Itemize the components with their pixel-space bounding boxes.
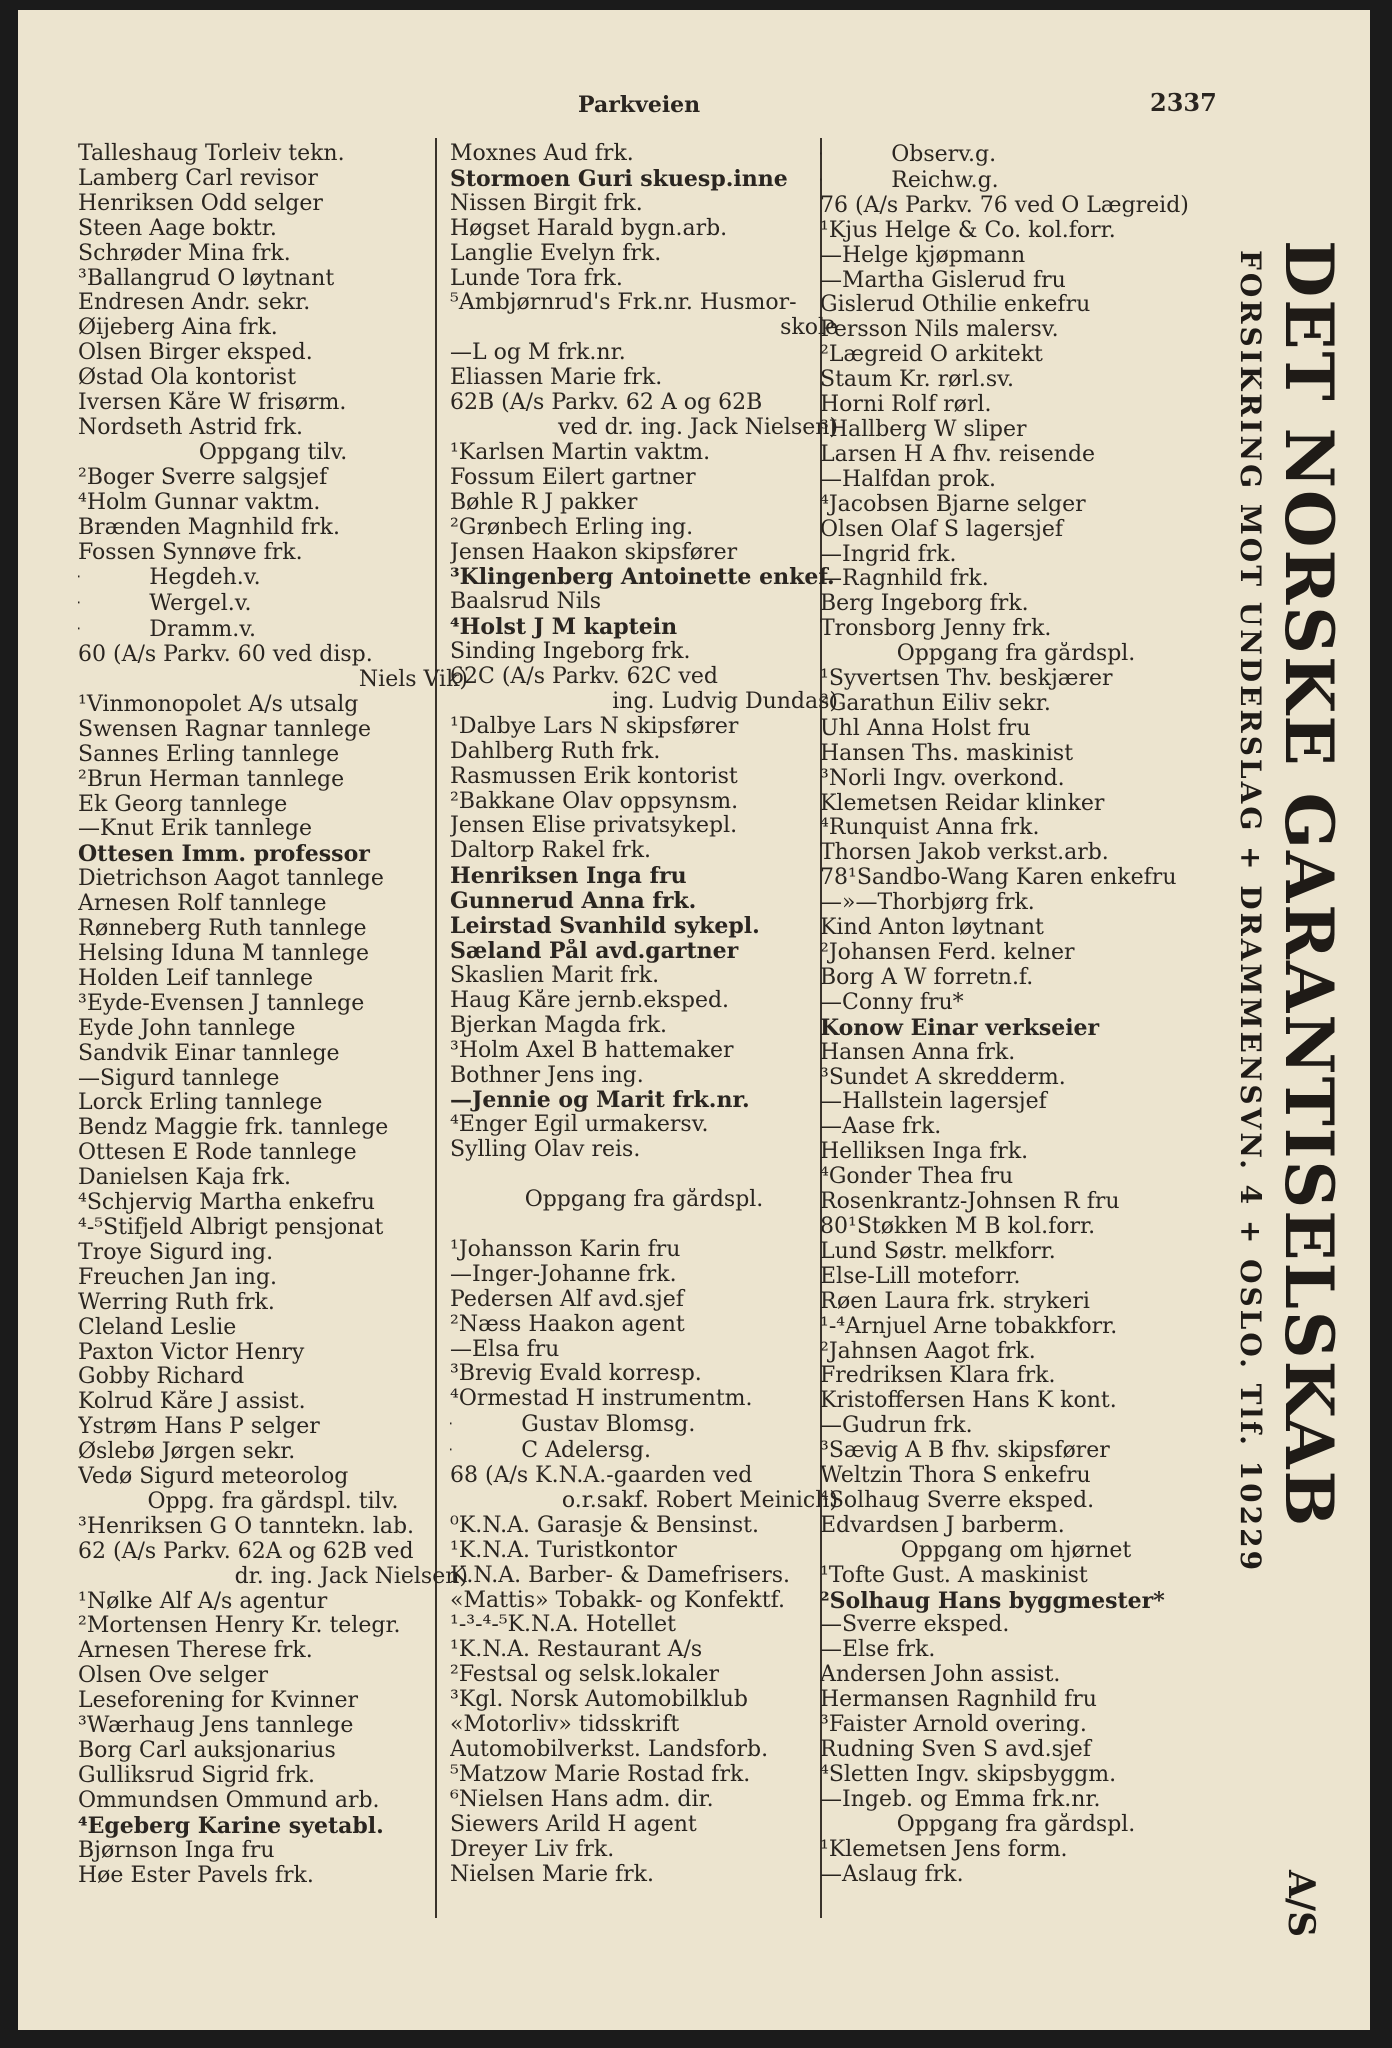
directory-entry: Lunde Tora frk.	[450, 266, 623, 291]
directory-entry: Helliksen Inga frk.	[820, 1140, 1029, 1165]
directory-entry: ³Sævig A B fhv. skipsfører	[820, 1439, 1110, 1464]
directory-entry: ⁶Nielsen Hans adm. dir.	[450, 1787, 714, 1812]
directory-entry: Eyde John tannlege	[78, 1016, 296, 1041]
directory-entry: ²Solhaug Hans byggmester*	[820, 1588, 1165, 1614]
directory-entry: Thorsen Jakob verkst.arb.	[820, 841, 1109, 866]
directory-entry: Oppgang fra gårdspl.	[524, 1188, 764, 1213]
directory-entry: Sandvik Einar tannlege	[78, 1041, 340, 1066]
directory-entry: 62C (A/s Parkv. 62C ved	[450, 665, 718, 690]
directory-entry: Tronsborg Jenny frk.	[820, 617, 1052, 642]
directory-entry: Paxton Victor Henry	[78, 1340, 305, 1365]
directory-entry: Jensen Elise privatsykepl.	[450, 814, 738, 839]
directory-entry: ³Henriksen G O tanntekn. lab.	[78, 1514, 415, 1539]
side-advertisement	[1236, 240, 1356, 1940]
directory-entry: Konow Einar verkseier	[820, 1015, 1100, 1041]
directory-entry: ⁰K.N.A. Garasje & Bensinst.	[450, 1513, 759, 1538]
directory-entry: ¹Syvertsen Thv. beskjærer	[820, 667, 1113, 692]
directory-entry: Gislerud Othilie enkefru	[820, 293, 1091, 318]
directory-entry: ⁵Ambjørnrud's Frk.nr. Husmor-	[450, 291, 797, 316]
directory-entry: ⁴Solhaug Sverre eksped.	[820, 1488, 1095, 1513]
directory-entry: ³Ballangrud O løytnant	[78, 266, 335, 291]
directory-entry: Rudning Sven S avd.sjef	[820, 1738, 1091, 1762]
directory-entry: Gunnerud Anna frk.	[450, 889, 697, 915]
directory-entry	[450, 1213, 838, 1238]
directory-entry: —Sigurd tannlege	[78, 1066, 280, 1091]
directory-entry: Brænden Magnhild frk.	[78, 515, 340, 540]
directory-entry: Pedersen Alf avd.sjef	[450, 1287, 684, 1312]
directory-entry: ⁴‑⁵Stifjeld Albrigt pensjonat	[78, 1215, 384, 1240]
directory-entry: Olsen Olaf S lagersjef	[820, 517, 1063, 542]
directory-entry: —Ingeb. og Emma frk.nr.	[820, 1787, 1101, 1812]
directory-entry: Hansen Anna frk.	[820, 1040, 1016, 1065]
directory-entry: ⁴Ormestad H instrumentm.	[450, 1387, 753, 1412]
directory-entry: Arnesen Rolf tannlege	[78, 892, 327, 917]
directory-entry: Røen Laura frk. strykeri	[820, 1289, 1090, 1314]
directory-entry: K.N.A. Barber- & Damefrisers.	[450, 1563, 791, 1588]
directory-entry: Dahlberg Ruth frk.	[450, 739, 661, 764]
directory-entry: Arnesen Therese frk.	[78, 1639, 313, 1664]
directory-entry: ┼ Wergel.v.	[78, 591, 468, 617]
directory-entry: Leseforening for Kvinner	[78, 1689, 358, 1714]
directory-entry: ┼ Gustav Blomsg.	[450, 1412, 838, 1438]
directory-entry: —Sverre eksped.	[820, 1613, 1010, 1638]
directory-entry: Haug Kåre jernb.eksped.	[450, 988, 730, 1013]
directory-entry: ³Faister Arnold overing.	[820, 1713, 1087, 1738]
directory-entry: ⁴Runquist Anna frk.	[820, 816, 1040, 841]
directory-entry: 68 (A/s K.N.A.-gaarden ved	[450, 1464, 753, 1489]
directory-column-3	[820, 142, 1212, 1887]
directory-column-2	[450, 142, 838, 1887]
directory-entry: ¹Karlsen Martin vaktm.	[450, 440, 711, 465]
directory-entry: Talleshaug Torleiv tekn.	[78, 142, 345, 166]
directory-entry: —Elsa fru	[450, 1337, 560, 1362]
page-number: 2337	[1150, 88, 1217, 117]
directory-entry: ¹Tofte Gust. A maskinist	[820, 1563, 1088, 1588]
directory-entry: Freuchen Jan ing.	[78, 1265, 278, 1290]
directory-entry: —Ragnhild frk.	[820, 567, 989, 592]
directory-entry: Ottesen Imm. professor	[78, 842, 370, 868]
directory-page	[18, 10, 1370, 2030]
directory-entry: ³Kgl. Norsk Automobilklub	[450, 1688, 749, 1713]
directory-entry: Steen Aage boktr.	[78, 216, 277, 241]
directory-entry: Skaslien Marit frk.	[450, 963, 660, 988]
directory-entry: «Motorliv» tidsskrift	[450, 1713, 680, 1738]
directory-entry: —Halfdan prok.	[820, 467, 997, 492]
directory-entry: Oppgang fra gårdspl.	[896, 1812, 1136, 1837]
directory-entry: Sinding Ingeborg frk.	[450, 640, 691, 665]
directory-entry: Persson Nils malersv.	[820, 318, 1059, 343]
directory-entry: Weltzin Thora S enkefru	[820, 1464, 1091, 1489]
directory-entry: Swensen Ragnar tannlege	[78, 717, 372, 742]
directory-entry: Bjerkan Magda frk.	[450, 1013, 668, 1038]
directory-entry: Leirstad Svanhild sykepl.	[450, 914, 760, 939]
directory-entry: —Hallstein lagersjef	[820, 1090, 1047, 1115]
directory-entry: —Jennie og Marit frk.nr.	[450, 1088, 750, 1114]
directory-entry: ³Hallberg W sliper	[820, 417, 1027, 442]
directory-entry: Automobilverkst. Landsforb.	[450, 1738, 769, 1762]
directory-entry: Troye Sigurd ing.	[78, 1240, 274, 1265]
directory-entry: Oppgang fra gårdspl.	[896, 642, 1136, 667]
directory-entry: ¹Nølke Alf A/s agentur	[78, 1589, 328, 1614]
directory-entry: —Aase frk.	[820, 1115, 942, 1140]
directory-entry: ┼ Dramm.v.	[78, 617, 468, 643]
directory-entry: ²Næss Haakon agent	[450, 1312, 685, 1337]
directory-entry: —Gudrun frk.	[820, 1414, 973, 1439]
directory-entry: Høgset Harald bygn.arb.	[450, 216, 728, 241]
directory-entry: Hermansen Ragnhild fru	[820, 1688, 1097, 1713]
directory-entry: ²Brun Herman tannlege	[78, 767, 345, 792]
directory-entry: Berg Ingeborg frk.	[820, 592, 1029, 617]
directory-entry: —»—Thorbjørg frk.	[820, 891, 1035, 916]
directory-entry: Rosenkrantz-Johnsen R fru	[820, 1190, 1120, 1215]
directory-entry: Stormoen Guri skuesp.inne	[450, 166, 788, 192]
directory-entry: —Inger-Johanne frk.	[450, 1262, 677, 1287]
directory-entry: 76 (A/s Parkv. 76 ved O Lægreid)	[820, 193, 1189, 218]
directory-entry: Borg A W forretn.f.	[820, 965, 1034, 990]
directory-entry: ⁴Sletten Ingv. skipsbyggm.	[820, 1762, 1117, 1787]
directory-entry: Moxnes Aud frk.	[450, 142, 634, 166]
directory-entry: Sannes Erling tannlege	[78, 742, 340, 767]
directory-entry: ²Jahnsen Aagot frk.	[820, 1339, 1036, 1364]
directory-entry: Olsen Ove selger	[78, 1664, 268, 1689]
directory-entry: ¹Klemetsen Jens form.	[820, 1837, 1068, 1862]
directory-entry: Lund Søstr. melkforr.	[820, 1239, 1056, 1264]
directory-entry: ┼ Hegdeh.v.	[78, 565, 468, 591]
directory-entry: Øslebø Jørgen sekr.	[78, 1440, 296, 1465]
directory-entry: Werring Ruth frk.	[78, 1290, 275, 1315]
directory-entry: ⁴Holst J M kaptein	[450, 615, 678, 641]
directory-entry: Iversen Kåre W frisørm.	[78, 391, 347, 416]
directory-entry	[450, 1163, 838, 1188]
ad-company-name: DET NORSKE GARANTISELSKAB	[1270, 240, 1348, 1529]
ad-subline: FORSIKRING MOT UNDERSLAG + DRAMMENSVN. 4 + OSLO. Tlf. 10229	[1234, 250, 1267, 1574]
directory-entry: Oppg. fra gårdspl. tilv.	[147, 1489, 399, 1514]
directory-entry: Nielsen Marie frk.	[450, 1862, 655, 1887]
directory-entry: Andersen John assist.	[820, 1663, 1061, 1688]
directory-column-1	[78, 142, 468, 1888]
ad-company-suffix: A/S	[1280, 1870, 1322, 1938]
directory-entry: 62B (A/s Parkv. 62 A og 62B	[450, 391, 763, 416]
directory-entry: Olsen Birger eksped.	[78, 341, 313, 366]
directory-entry: Fossen Synnøve frk.	[78, 540, 303, 565]
directory-entry: ⁴Jacobsen Bjarne selger	[820, 492, 1086, 517]
directory-entry: ⁴Egeberg Karine syetabl.	[78, 1813, 384, 1839]
directory-entry: Henriksen Inga fru	[450, 864, 687, 890]
directory-entry: Vedø Sigurd meteorolog	[78, 1465, 349, 1490]
directory-entry: 62 (A/s Parkv. 62A og 62B ved	[78, 1539, 414, 1564]
directory-entry: Oppgang tilv.	[198, 440, 348, 465]
directory-entry: Fredriksen Klara frk.	[820, 1364, 1056, 1389]
directory-entry: Bendz Maggie frk. tannlege	[78, 1116, 389, 1141]
directory-entry: —Martha Gislerud fru	[820, 268, 1066, 293]
directory-entry: ¹Kjus Helge & Co. kol.forr.	[820, 218, 1116, 243]
directory-entry: Larsen H A fhv. reisende	[820, 442, 1096, 467]
directory-entry: Else-Lill moteforr.	[820, 1264, 1021, 1289]
directory-entry: Rasmussen Erik kontorist	[450, 764, 738, 789]
directory-entry: Kolrud Kåre J assist.	[78, 1390, 306, 1415]
directory-entry: Edvardsen J barberm.	[820, 1513, 1065, 1538]
directory-entry: ³Wærhaug Jens tannlege	[78, 1714, 354, 1739]
directory-entry: Fossum Eilert gartner	[450, 465, 696, 490]
directory-entry: ²Grønbech Erling ing.	[450, 515, 694, 540]
directory-entry: ⁴Schjervig Martha enkefru	[78, 1191, 375, 1216]
directory-entry: ²Garathun Eiliv sekr.	[820, 691, 1051, 716]
directory-entry: «Mattis» Tobakk- og Konfektf.	[450, 1588, 785, 1613]
directory-entry: ²Bakkane Olav oppsynsm.	[450, 789, 739, 814]
directory-entry: Ek Georg tannlege	[78, 792, 288, 817]
directory-entry: Siewers Arild H agent	[450, 1812, 697, 1837]
directory-entry: Holden Leif tannlege	[78, 966, 313, 991]
directory-entry: 78¹Sandbo-Wang Karen enkefru	[820, 866, 1177, 891]
directory-entry: Bjørnson Inga fru	[78, 1838, 275, 1863]
directory-entry: Helsing Iduna M tannlege	[78, 942, 370, 966]
directory-entry: —Knut Erik tannlege	[78, 817, 312, 842]
directory-entry: ing. Ludvig Dundas)	[612, 689, 838, 714]
directory-entry: ²Lægreid O arkitekt	[820, 343, 1043, 368]
directory-entry: ²Festsal og selsk.lokaler	[450, 1663, 720, 1688]
directory-entry: Bothner Jens ing.	[450, 1063, 644, 1088]
directory-entry: o.r.sakf. Robert Meinich)	[561, 1488, 838, 1513]
directory-entry: ┼ Observ.g.	[820, 142, 1212, 168]
directory-entry: Hansen Ths. maskinist	[820, 741, 1074, 766]
directory-entry: ⁵Matzow Marie Rostad frk.	[450, 1762, 751, 1787]
directory-entry: Baalsrud Nils	[450, 590, 602, 615]
directory-entry: ¹Johansson Karin fru	[450, 1237, 681, 1262]
directory-entry: Schrøder Mina frk.	[78, 241, 291, 266]
directory-entry: Nordseth Astrid frk.	[78, 415, 304, 440]
directory-entry: Cleland Leslie	[78, 1315, 237, 1340]
directory-entry: skole	[780, 316, 838, 341]
directory-entry: dr. ing. Jack Nielsen)	[234, 1564, 468, 1589]
directory-entry: Borg Carl auksjonarius	[78, 1739, 336, 1763]
directory-entry: —Else frk.	[820, 1638, 936, 1663]
directory-entry: Gobby Richard	[78, 1365, 245, 1390]
directory-entry: ved dr. ing. Jack Nielsen)	[558, 415, 838, 440]
directory-entry: Kristoffersen Hans K kont.	[820, 1389, 1117, 1414]
directory-entry: ³Klingenberg Antoinette enkef.	[450, 565, 835, 591]
directory-entry: Gulliksrud Sigrid frk.	[78, 1763, 316, 1788]
directory-entry: Langlie Evelyn frk.	[450, 241, 662, 266]
directory-entry: Lorck Erling tannlege	[78, 1091, 323, 1116]
directory-entry: Kind Anton løytnant	[820, 916, 1044, 941]
directory-entry: Danielsen Kaja frk.	[78, 1166, 291, 1191]
directory-entry: Uhl Anna Holst fru	[820, 716, 1031, 741]
directory-entry: Ommundsen Ommund arb.	[78, 1788, 380, 1813]
directory-entry: Sylling Olav reis.	[450, 1138, 641, 1163]
directory-entry: 80¹Støkken M B kol.forr.	[820, 1214, 1096, 1239]
directory-entry: ²Johansen Ferd. kelner	[820, 941, 1075, 965]
directory-entry: Staum Kr. rørl.sv.	[820, 368, 1014, 393]
directory-entry: Østad Ola kontorist	[78, 366, 297, 391]
directory-entry: Ystrøm Hans P selger	[78, 1415, 320, 1440]
directory-entry: —Aslaug frk.	[820, 1862, 964, 1887]
directory-entry: Eliassen Marie frk.	[450, 366, 663, 391]
directory-entry: Henriksen Odd selger	[78, 191, 323, 216]
directory-entry: ¹‑⁴Arnjuel Arne tobakkforr.	[820, 1314, 1118, 1339]
directory-entry: ³Norli Ingv. overkond.	[820, 766, 1065, 791]
directory-entry: ⁴Enger Egil urmakersv.	[450, 1113, 709, 1138]
directory-entry: Daltorp Rakel frk.	[450, 839, 652, 864]
directory-entry: ⁴Holm Gunnar vaktm.	[78, 490, 321, 515]
directory-entry: ¹K.N.A. Turistkontor	[450, 1538, 677, 1563]
directory-entry: Dreyer Liv frk.	[450, 1837, 615, 1862]
directory-entry: ²Mortensen Henry Kr. telegr.	[78, 1614, 401, 1639]
directory-entry: Klemetsen Reidar klinker	[820, 791, 1105, 816]
directory-entry: Jensen Haakon skipsfører	[450, 540, 738, 565]
directory-entry: ¹Vinmonopolet A/s utsalg	[78, 692, 359, 717]
directory-entry: Oppgang om hjørnet	[900, 1538, 1132, 1563]
directory-entry: Horni Rolf rørl.	[820, 393, 992, 418]
directory-entry: —L og M frk.nr.	[450, 341, 626, 366]
directory-entry: ┼ C Adelersg.	[450, 1438, 838, 1464]
directory-entry: Dietrichson Aagot tannlege	[78, 867, 384, 892]
page-title: Parkveien	[578, 92, 701, 118]
directory-entry: ³Eyde-Evensen J tannlege	[78, 991, 365, 1016]
directory-entry: —Helge kjøpmann	[820, 243, 1026, 268]
directory-entry: —Ingrid frk.	[820, 542, 957, 567]
directory-entry: ³Holm Axel B hattemaker	[450, 1038, 734, 1063]
directory-entry: ¹K.N.A. Restaurant A/s	[450, 1638, 703, 1663]
directory-entry: Rønneberg Ruth tannlege	[78, 917, 367, 942]
directory-entry: Bøhle R J pakker	[450, 490, 638, 515]
directory-entry: Ottesen E Rode tannlege	[78, 1141, 357, 1166]
directory-entry: Øijeberg Aina frk.	[78, 316, 278, 341]
directory-entry: ³Brevig Evald korresp.	[450, 1362, 702, 1387]
directory-entry: 60 (A/s Parkv. 60 ved disp.	[78, 643, 373, 668]
directory-entry: ²Boger Sverre salgsjef	[78, 465, 328, 490]
directory-entry: —Conny fru*	[820, 990, 964, 1015]
directory-entry: ¹‑³‑⁴‑⁵K.N.A. Hotellet	[450, 1613, 676, 1638]
directory-entry: Sæland Pål avd.gartner	[450, 939, 739, 964]
directory-entry: Niels Vik)	[358, 668, 468, 693]
directory-entry: ⁴Gonder Thea fru	[820, 1165, 1014, 1190]
directory-entry: Høe Ester Pavels frk.	[78, 1863, 314, 1888]
directory-entry: Lamberg Carl revisor	[78, 166, 318, 191]
directory-entry: ┼ Reichw.g.	[820, 168, 1212, 194]
directory-entry: Endresen Andr. sekr.	[78, 291, 311, 316]
directory-entry: Nissen Birgit frk.	[450, 191, 643, 216]
directory-entry: ¹Dalbye Lars N skipsfører	[450, 714, 739, 739]
directory-entry: ³Sundet A skredderm.	[820, 1065, 1066, 1090]
